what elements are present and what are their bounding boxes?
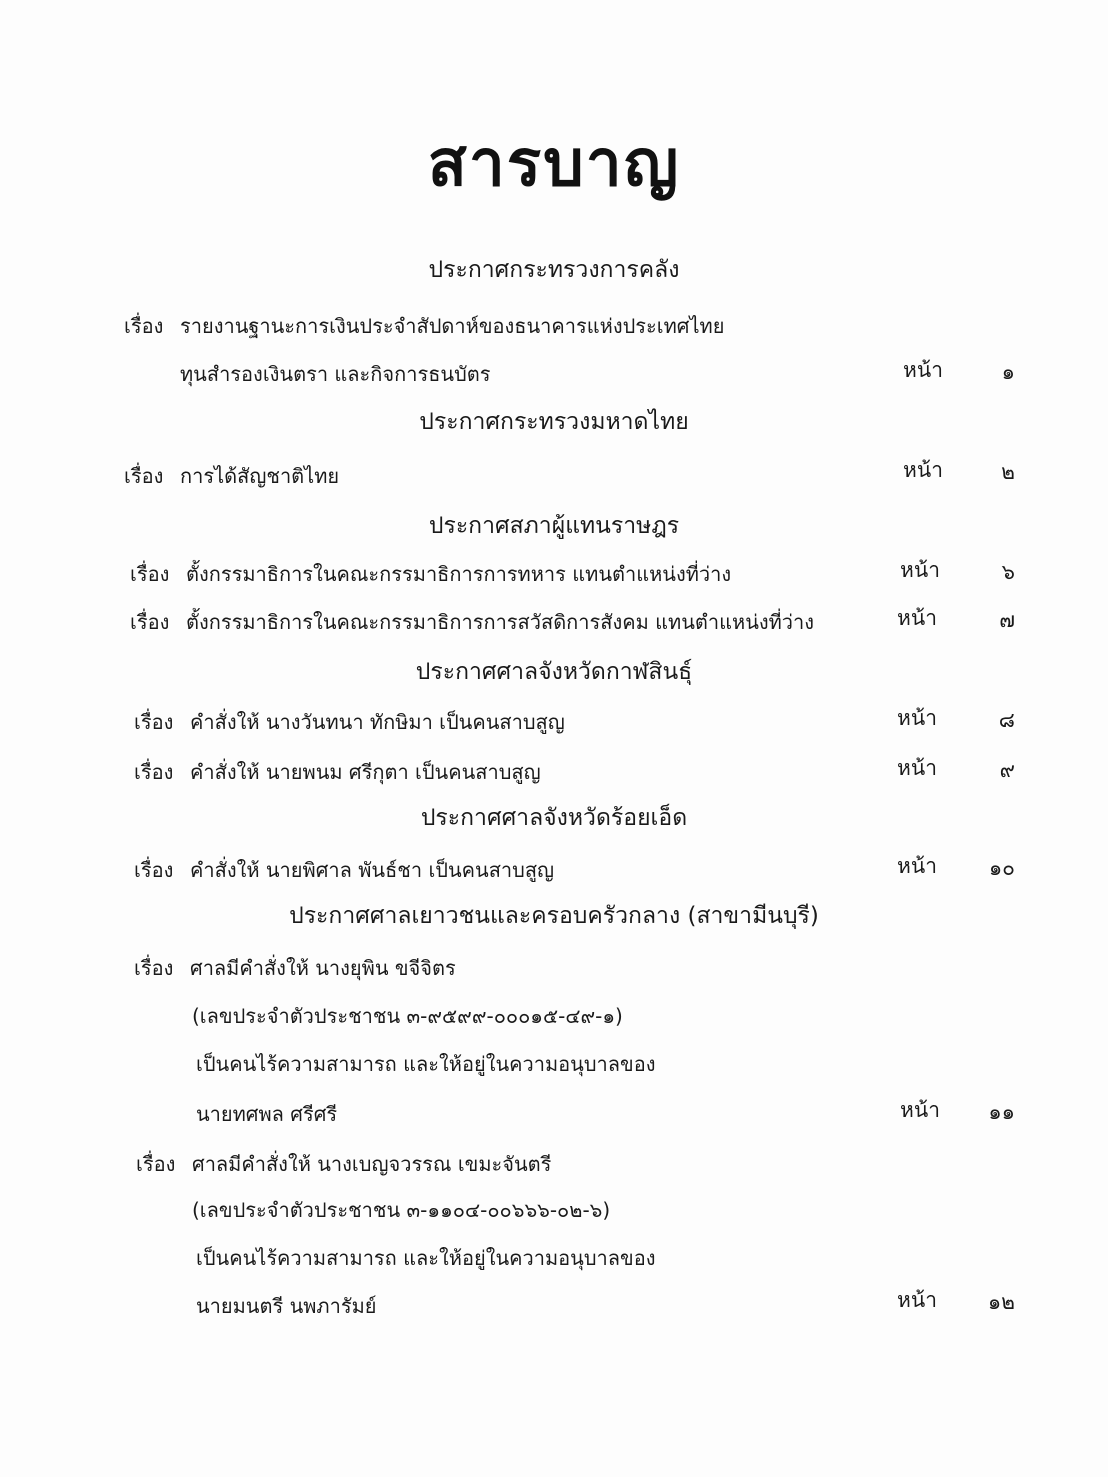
subject-label: เรื่อง — [124, 464, 164, 488]
subject-label: เรื่อง — [136, 1152, 176, 1176]
page-number: ๙ — [999, 758, 1015, 782]
toc-entry-line: เรื่อง รายงานฐานะการเงินประจำสัปดาห์ของธนาคารแห่งประเทศไทย — [124, 314, 725, 338]
section-heading: ประกาศศาลจังหวัดร้อยเอ็ด — [420, 805, 688, 831]
toc-entry-line: เรื่อง การได้สัญชาติไทย — [124, 464, 340, 488]
toc-entry-line: (เลขประจำตัวประชาชน ๓-๑๑๐๔-๐๐๖๖๖-๐๒-๖) — [192, 1198, 611, 1222]
page-label: หน้า — [900, 1098, 940, 1122]
page-label: หน้า — [900, 558, 940, 582]
page-number: ๑ — [1001, 360, 1015, 384]
page-number: ๑๐ — [988, 856, 1015, 880]
section-heading: ประกาศกระทรวงการคลัง — [428, 257, 680, 283]
page-label: หน้า — [897, 1288, 937, 1312]
page-number: ๗ — [999, 608, 1015, 632]
toc-entry-line: ทุนสำรองเงินตรา และกิจการธนบัตร — [180, 362, 491, 386]
toc-entry-line: (เลขประจำตัวประชาชน ๓-๙๕๙๙-๐๐๐๑๕-๔๙-๑) — [192, 1004, 623, 1028]
subject-label: เรื่อง — [134, 956, 174, 980]
subject-label: เรื่อง — [130, 610, 170, 634]
toc-entry-line: เรื่อง คำสั่งให้ นายพิศาล พันธ์ชา เป็นคนสาบสูญ — [134, 858, 555, 882]
page-label: หน้า — [897, 706, 937, 730]
toc-entry-line: นายทศพล ศรีศรี — [196, 1102, 338, 1126]
toc-entry-line: เรื่อง ตั้งกรรมาธิการในคณะกรรมาธิการการสวัสดิการสังคม แทนตำแหน่งที่ว่าง — [130, 610, 815, 634]
section-heading: ประกาศกระทรวงมหาดไทย — [419, 409, 689, 435]
subject-label: เรื่อง — [124, 314, 164, 338]
section-heading: ประกาศศาลเยาวชนและครอบครัวกลาง (สาขามีนบุรี) — [289, 903, 819, 929]
section-heading: ประกาศสภาผู้แทนราษฎร — [428, 513, 680, 539]
subject-label: เรื่อง — [134, 760, 174, 784]
subject-label: เรื่อง — [134, 710, 174, 734]
page-label: หน้า — [897, 854, 937, 878]
section-heading: ประกาศศาลจังหวัดกาฬสินธุ์ — [415, 659, 693, 685]
subject-label: เรื่อง — [134, 858, 174, 882]
toc-entry-line: เรื่อง ศาลมีคำสั่งให้ นางยุพิน ขจีจิตร — [134, 956, 456, 980]
toc-entry-line: เป็นคนไร้ความสามารถ และให้อยู่ในความอนุบาลของ — [196, 1052, 656, 1076]
page-title: สารบาญ — [427, 126, 681, 201]
page-number: ๒ — [1001, 460, 1015, 484]
page-label: หน้า — [903, 458, 943, 482]
page-number: ๖ — [1001, 560, 1015, 584]
page-label: หน้า — [897, 606, 937, 630]
toc-entry-line: เป็นคนไร้ความสามารถ และให้อยู่ในความอนุบาลของ — [196, 1246, 656, 1270]
toc-entry-line: เรื่อง ศาลมีคำสั่งให้ นางเบญจวรรณ เขมะจันตรี — [136, 1152, 552, 1176]
page-number: ๘ — [998, 708, 1015, 732]
subject-label: เรื่อง — [130, 562, 170, 586]
page-number: ๑๑ — [988, 1100, 1015, 1124]
toc-entry-line: นายมนตรี นพภารัมย์ — [196, 1294, 377, 1318]
page-label: หน้า — [903, 358, 943, 382]
toc-entry-line: เรื่อง คำสั่งให้ นายพนม ศรีกุตา เป็นคนสาบสูญ — [134, 760, 541, 784]
page-number: ๑๒ — [987, 1290, 1015, 1314]
toc-entry-line: เรื่อง คำสั่งให้ นางวันทนา ทักษิมา เป็นคนสาบสูญ — [134, 710, 565, 734]
page-label: หน้า — [897, 756, 937, 780]
toc-entry-line: เรื่อง ตั้งกรรมาธิการในคณะกรรมาธิการการทหาร แทนตำแหน่งที่ว่าง — [130, 562, 732, 586]
